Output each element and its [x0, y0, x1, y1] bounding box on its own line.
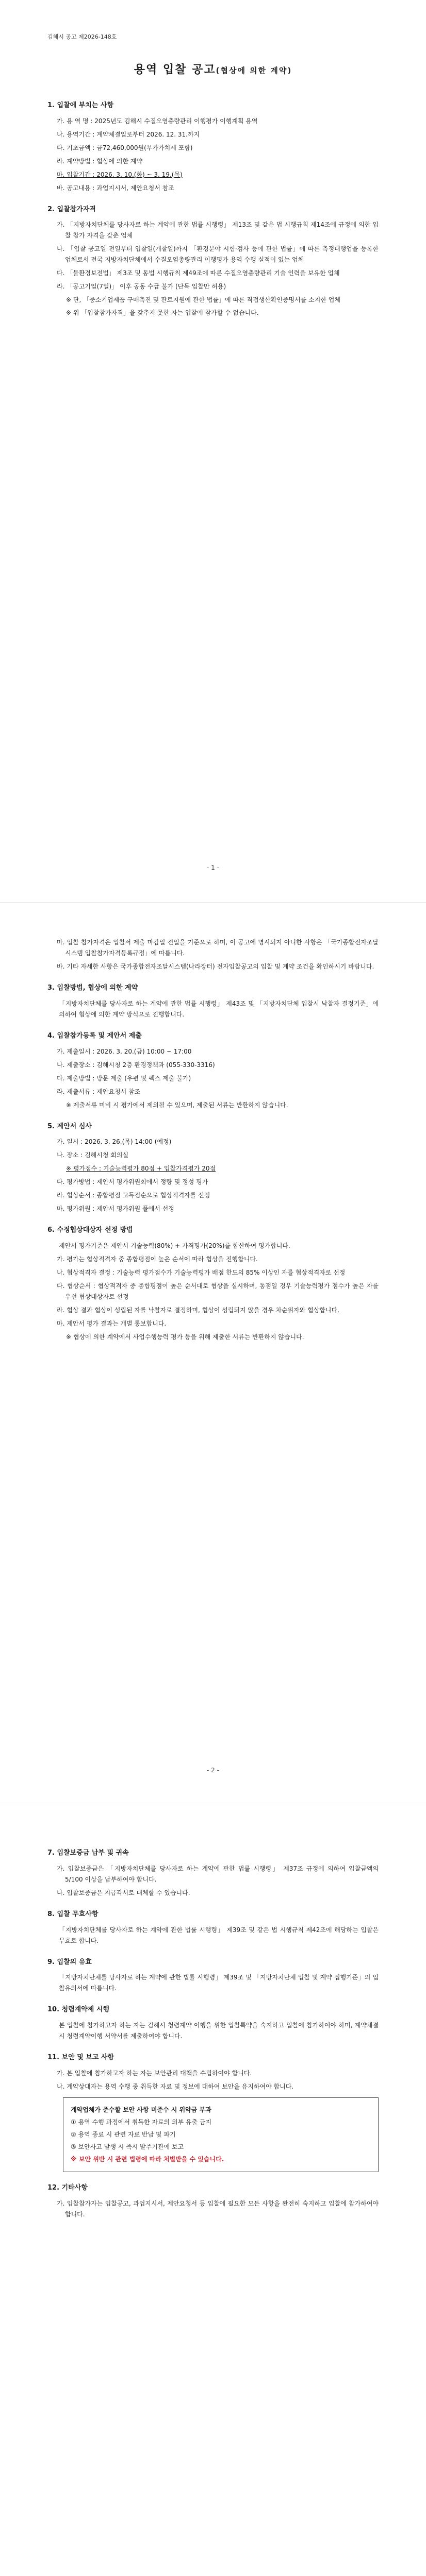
- sec1-item: 바. 공고내용 : 과업지시서, 제안요청서 참조: [57, 184, 174, 192]
- sec10-text: 본 입찰에 참가하고자 하는 자는 김해시 청렴계약 이행을 위한 입찰특약을 숙지하고 입찰에 참가하여야 하며, 계약체결 시 청렴계약이행 서약서를 제출하여야 합니다.: [59, 2022, 379, 2040]
- notice-number: 김해시 공고 제2026-148호: [47, 33, 117, 40]
- section-6-title: 6. 수정협상대상자 선정 방법: [47, 1226, 133, 1234]
- document-title: [47, 60, 379, 80]
- box-row: ① 용역 수행 과정에서 취득한 자료의 외부 유출 금지: [71, 2118, 212, 2126]
- sec5-item: 마. 평가위원 : 제안서 평가위원 풀에서 선정: [57, 1205, 174, 1213]
- security-box: [63, 2097, 379, 2172]
- page-number: - 1 -: [207, 864, 219, 871]
- sec9-text: 「지방자치단체를 당사자로 하는 계약에 관한 법률 시행령」 제39조 및 「지방자치단체 입찰 및 계약 집행기준」의 입찰유의서에 따릅니다.: [59, 1974, 379, 1992]
- sec4-item: 가. 제출일시 : 2026. 3. 20.(금) 10:00 ~ 17:00: [57, 1047, 192, 1055]
- sec5-note: ※ 평가점수 : 기술능력평가 80점 + 입찰가격평가 20점: [66, 1165, 216, 1173]
- sec4-item: 라. 제출서류 : 제안요청서 참조: [57, 1088, 141, 1095]
- box-row: ③ 보안사고 발생 시 즉시 발주기관에 보고: [71, 2143, 184, 2150]
- sec4-note: ※ 제출서류 미비 시 평가에서 제외될 수 있으며, 제출된 서류는 반환하지 않습니다.: [66, 1101, 288, 1109]
- box-row: ② 용역 종료 시 관련 자료 반납 및 파기: [71, 2130, 176, 2138]
- page2-item: 다. 협상순서 : 협상적격자 중 종합평점이 높은 순서대로 협상을 실시하며, 동점일 경우 기술능력평가 점수가 높은 자를 우선 협상대상자로 선정: [57, 1282, 379, 1300]
- sec5-item: 라. 협상순서 : 종합평점 고득점순으로 협상적격자를 선정: [57, 1192, 210, 1199]
- sec1-item: 다. 기초금액 : 금72,460,000원(부가가치세 포함): [57, 144, 193, 151]
- page2-item: 나. 협상적격자 결정 : 기술능력 평가점수가 기술능력평가 배점 한도의 85% 이상인 자를 협상적격자로 선정: [57, 1269, 346, 1276]
- page-1: [0, 0, 426, 903]
- section-1-title: 1. 입찰에 부치는 사항: [47, 101, 114, 109]
- page-2: [0, 903, 426, 1805]
- section-9-title: 9. 입찰의 유효: [47, 1958, 92, 1966]
- sec11-item: 가. 본 입찰에 참가하고자 하는 자는 보안관리 대책을 수립하여야 합니다.: [57, 2069, 252, 2077]
- sec2-item: 다. 「물환경보전법」 제3조 및 동법 시행규칙 제49조에 따른 수질오염총량관리 기술 인력을 보유한 업체: [57, 269, 340, 277]
- sec7-item: 나. 입찰보증금은 지급각서로 대체할 수 있습니다.: [57, 1889, 190, 1896]
- sec5-item: 나. 장소 : 김해시청 회의실: [57, 1151, 129, 1159]
- box-row: 계약업체가 준수할 보안 사항 미준수 시 위약금 부과: [71, 2106, 211, 2113]
- sec2-note: ※ 위 「입찰참가자격」을 갖추지 못한 자는 입찰에 참가할 수 없습니다.: [66, 309, 259, 317]
- section-4-title: 4. 입찰참가등록 및 제안서 제출: [47, 1031, 142, 1040]
- page-3: [0, 1805, 426, 2576]
- sec5-item: 다. 평가방법 : 제안서 평가위원회에서 정량 및 정성 평가: [57, 1178, 208, 1186]
- page2-item: 라. 협상 결과 협상이 성립된 자를 낙찰자로 결정하며, 협상이 성립되지 않을 경우 차순위자와 협상합니다.: [57, 1307, 339, 1314]
- sec8-text: 「지방자치단체를 당사자로 하는 계약에 관한 법률 시행령」 제39조 및 같은 법 시행규칙 제42조에 해당하는 입찰은 무효로 합니다.: [59, 1926, 379, 1944]
- sec1-item: 나. 용역기간 : 계약체결일로부터 2026. 12. 31.까지: [57, 130, 200, 138]
- sec2-note: ※ 단, 「중소기업제품 구매촉진 및 판로지원에 관한 법률」에 따른 직접생산확인증명서를 소지한 업체: [66, 296, 340, 304]
- section-12-title: 12. 기타사항: [47, 2183, 88, 2192]
- sec4-item: 다. 제출방법 : 방문 제출 (우편 및 팩스 제출 불가): [57, 1074, 191, 1082]
- sec6-text: 제안서 평가기준은 제안서 기술능력(80%) + 가격평가(20%)를 합산하여 평가합니다.: [59, 1242, 290, 1249]
- sec12-text: 가. 입찰참가자는 입찰공고, 과업지시서, 제안요청서 등 입찰에 필요한 모든 사항을 완전히 숙지하고 입찰에 참가하여야 합니다.: [57, 2199, 379, 2218]
- sec2-item: 바. 기타 자세한 사항은 국가종합전자조달시스템(나라장터) 전자입찰공고의 입찰 및 계약 조건을 확인하시기 바랍니다.: [57, 963, 374, 970]
- title-sub: (협상에 의한 계약): [216, 66, 292, 76]
- page2-item: 가. 평가는 협상적격자 중 종합평점이 높은 순서에 따라 협상을 진행합니다.: [57, 1256, 258, 1263]
- section-11-title: 11. 보안 및 보고 사항: [47, 2054, 114, 2061]
- sec2-item: 나. 「입찰 공고일 전일부터 입찰일(개찰일)까지 「환경분야 시험·검사 등에 관한 법률」에 따른 측정대행업을 등록한 업체로서 전국 지방자치단체에서 수질오염총량관리 이행평가 용역 수행 실적이 있는 업체: [57, 245, 379, 264]
- page-number: - 2 -: [207, 1767, 219, 1774]
- sec2-item: 라. 「공고기일(7일)」 이후 공동 수급 불가 (단독 입찰만 허용): [57, 283, 226, 291]
- title-main: 용역 입찰 공고: [134, 63, 216, 77]
- sec7-item: 가. 입찰보증금은 「지방자치단체를 당사자로 하는 계약에 관한 법률 시행령」 제37조 규정에 의하여 입찰금액의 5/100 이상을 납부하여야 합니다.: [57, 1865, 379, 1883]
- section-2-title: 2. 입찰참가자격: [47, 205, 96, 213]
- sec4-item: 나. 제출장소 : 김해시청 2층 환경정책과 (055-330-3316): [57, 1061, 215, 1069]
- page2-item: 마. 제안서 평가 결과는 개별 통보합니다.: [57, 1320, 167, 1327]
- sec1-item: 라. 계약방법 : 협상에 의한 계약: [57, 157, 143, 165]
- sec2-item: 가. 「지방자치단체를 당사자로 하는 계약에 관한 법률 시행령」 제13조 및 같은 법 시행규칙 제14조에 규정에 의한 입찰 참가 자격을 갖춘 업체: [57, 221, 379, 240]
- section-7-title: 7. 입찰보증금 납부 및 귀속: [47, 1849, 129, 1857]
- section-10-title: 10. 청렴계약제 시행: [47, 2006, 109, 2014]
- section-3-title: 3. 입찰방법, 협상에 의한 계약: [47, 984, 138, 992]
- sec1-item-period: 마. 입찰기간 : 2026. 3. 10.(화) ~ 3. 19.(목): [57, 171, 183, 178]
- sec5-item: 가. 일시 : 2026. 3. 26.(목) 14:00 (예정): [57, 1138, 172, 1146]
- sec1-item: 가. 용 역 명 : 2025년도 김해시 수질오염총량관리 이행평가 이행계획 용역: [57, 117, 258, 125]
- page2-note: ※ 협상에 의한 계약에서 사업수행능력 평가 등을 위해 제출한 서류는 반환하지 않습니다.: [66, 1333, 304, 1341]
- section-8-title: 8. 입찰 무효사항: [47, 1910, 99, 1918]
- sec11-item: 나. 계약상대자는 용역 수행 중 취득한 자료 및 정보에 대하여 보안을 유지하여야 합니다.: [57, 2082, 294, 2090]
- section-5-title: 5. 제안서 심사: [47, 1122, 92, 1130]
- sec3-text: 「지방자치단체를 당사자로 하는 계약에 관한 법률 시행령」 제43조 및 「지방자치단체 입찰시 낙찰자 결정기준」에 의하여 협상에 의한 계약 방식으로 진행합니다.: [59, 999, 379, 1018]
- box-note: ※ 보안 위반 시 관련 법령에 따라 처벌받을 수 있습니다.: [71, 2155, 224, 2163]
- sec2-item: 마. 입찰 참가자격은 입찰서 제출 마감일 전일을 기준으로 하며, 이 공고에 명시되지 아니한 사항은 「국가종합전자조달시스템 입찰참가자격등록규정」에 따릅니다.: [57, 939, 379, 957]
